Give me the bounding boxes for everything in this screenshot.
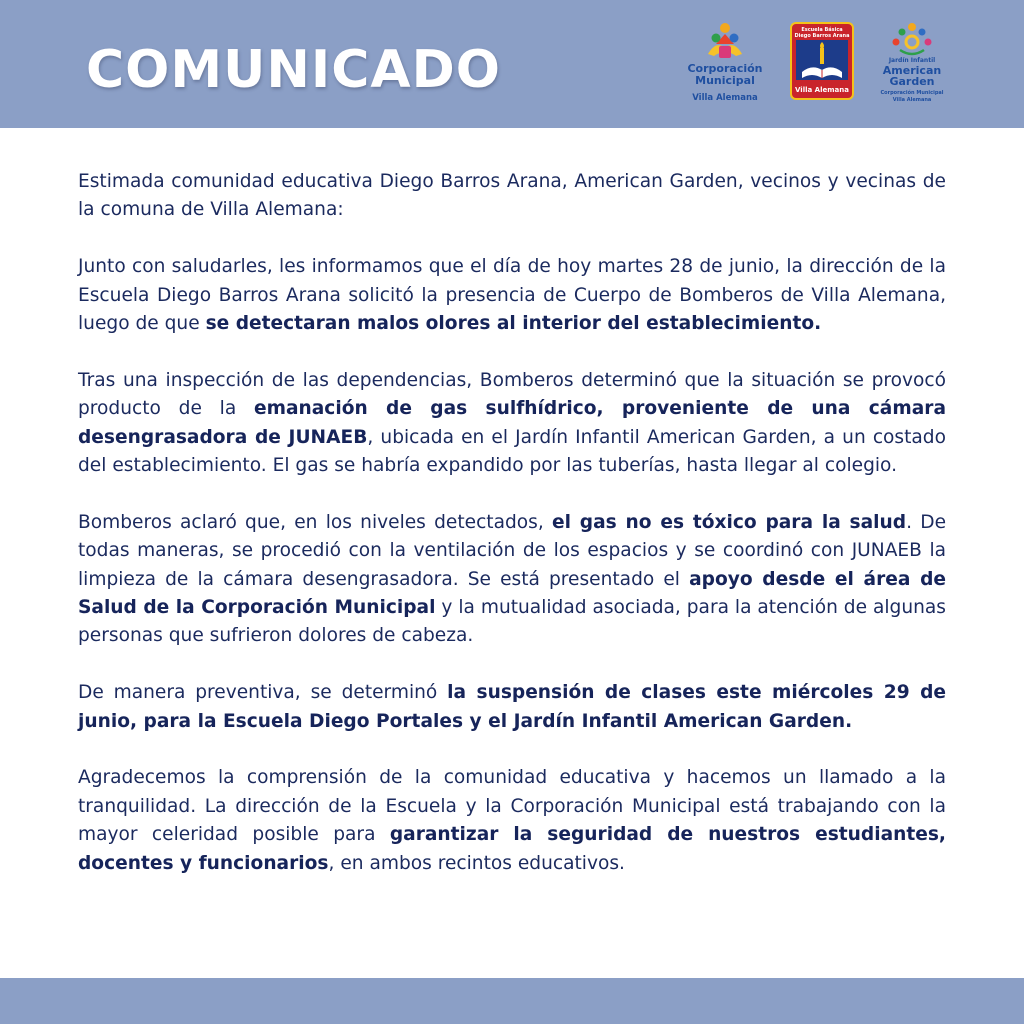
garden-logo-line1: Jardín Infantil	[888, 57, 936, 64]
people-emblem-icon	[708, 23, 742, 58]
corporacion-municipal-logo	[686, 20, 764, 106]
corp-logo-line3: Villa Alemana	[692, 93, 758, 103]
school-logo-bottom: Villa Alemana	[795, 86, 849, 94]
paragraph-inspection: Tras una inspección de las dependencias, Bomberos determinó que la situación se provocó producto de la emanación de gas sulfhídrico, proveniente de una cámara desengrasadora de JUNAEB, ubicada en el Jardín Infantil American Garden, a un costado del establecimiento. El gas se habría expandido por las tuberías, hasta llegar al colegio.	[78, 369, 946, 477]
corp-logo-line2: Municipal	[695, 74, 755, 87]
corp-logo-line1: Corporación	[687, 62, 763, 75]
garden-logo-line3: Garden	[889, 75, 935, 88]
paragraph-incident: Junto con saludarles, les informamos que el día de hoy martes 28 de junio, la dirección de la Escuela Diego Barros Arana solicitó la presencia de Cuerpo de Bomberos de Villa Alemana, luego de que se detectaran malos olores al interior del establecimiento.	[78, 256, 946, 335]
paragraph-suspension: De manera preventiva, se determinó la suspensión de clases este miércoles 29 de junio, para la Escuela Diego Portales y el Jardín Infantil American Garden.	[78, 682, 947, 732]
page-title: COMUNICADO	[86, 40, 501, 100]
header-banner	[0, 0, 1024, 128]
garden-logo-line4: Corporación Municipal	[880, 90, 944, 96]
footer-band	[0, 978, 1024, 1024]
school-logo-top-line1: Escuela Básica	[801, 27, 843, 33]
greeting-paragraph: Estimada comunidad educativa Diego Barros Arana, American Garden, vecinos y vecinas de la comuna de Villa Alemana:	[78, 171, 946, 221]
garden-logo-line2: American	[882, 64, 942, 77]
communique-body	[78, 168, 946, 906]
paragraph-safety: Bomberos aclaró que, en los niveles detectados, el gas no es tóxico para la salud. De todas maneras, se procedió con la ventilación de los espacios y se coordinó con JUNAEB la limpieza de la cámara desengrasadora. Se está presentado el apoyo desde el área de Salud de la Corporación Municipal y la mutualidad asociada, para la atención de algunas personas que sufrieron dolores de cabeza.	[78, 511, 947, 647]
children-emblem-icon	[893, 23, 932, 54]
paragraph-closing: Agradecemos la comprensión de la comunidad educativa y hacemos un llamado a la tranquilidad. La dirección de la Escuela y la Corporación Municipal está trabajando con la mayor celeridad posible para garantizar la seguridad de nuestros estudiantes, docentes y funcionarios, en ambos recintos educativos.	[78, 767, 946, 874]
american-garden-logo	[880, 20, 944, 106]
torch-icon	[820, 42, 824, 64]
escuela-diego-barros-arana-shield	[790, 22, 854, 100]
school-logo-top-line2: Diego Barros Arana	[794, 33, 850, 39]
garden-logo-line5: Villa Alemana	[892, 97, 932, 103]
